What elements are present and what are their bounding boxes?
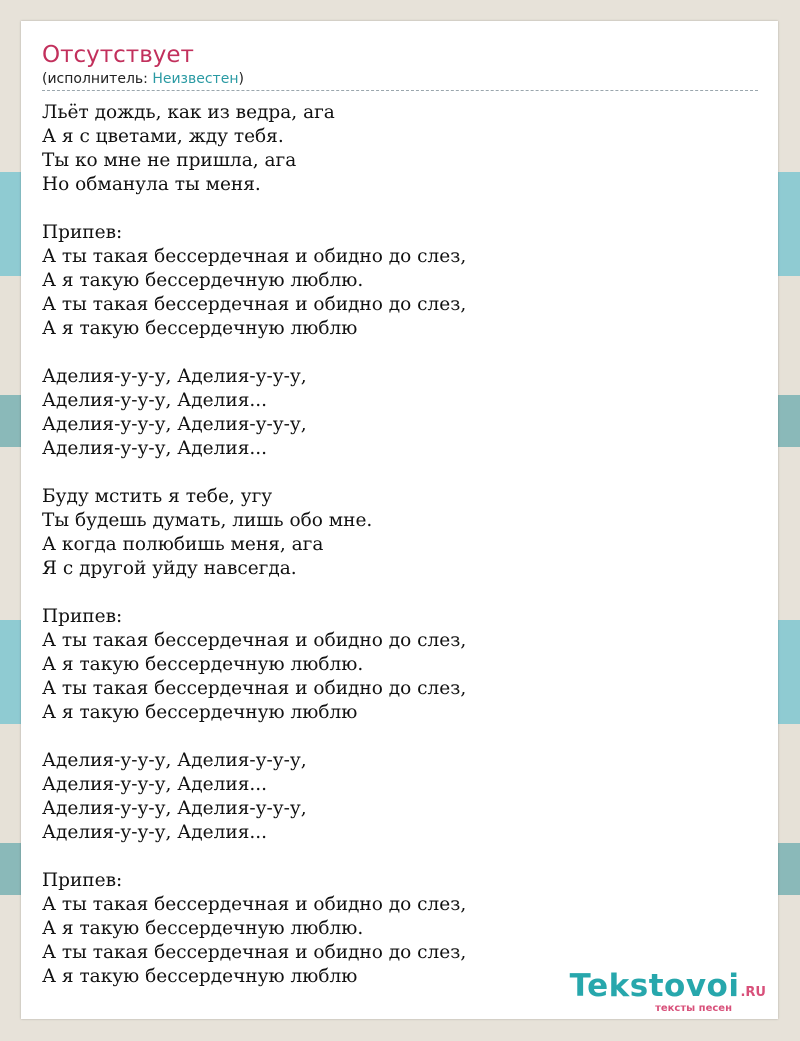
lyric-line: А ты такая бессердечная и обидно до слез, — [42, 630, 467, 651]
logo-tagline: тексты песен — [655, 1003, 732, 1014]
lyric-line: А я такую бессердечную люблю — [42, 318, 358, 339]
lyric-line: Аделия-у-у-у, Аделия-у-у-у, — [42, 366, 307, 387]
site-logo[interactable] — [570, 969, 766, 1015]
lyric-line: А ты такая бессердечная и обидно до слез, — [42, 294, 467, 315]
lyric-line: Аделия-у-у-у, Аделия-у-у-у, — [42, 750, 307, 771]
artist-suffix: ) — [238, 71, 244, 87]
lyric-line: А ты такая бессердечная и обидно до слез, — [42, 894, 467, 915]
lyric-blank-line — [42, 341, 758, 365]
lyric-line: Но обманула ты меня. — [42, 174, 261, 195]
lyrics-text — [42, 101, 758, 989]
lyric-blank-line — [42, 461, 758, 485]
lyric-line: Аделия-у-у-у, Аделия-у-у-у, — [42, 798, 307, 819]
lyric-line: А ты такая бессердечная и обидно до слез, — [42, 678, 467, 699]
lyric-blank-line — [42, 725, 758, 749]
lyrics-card — [21, 21, 778, 1019]
lyric-line: Припев: — [42, 606, 123, 627]
artist-prefix: (исполнитель: — [42, 71, 153, 87]
lyric-line: Аделия-у-у-у, Аделия... — [42, 774, 268, 795]
artist-line — [42, 70, 244, 88]
lyric-line: Аделия-у-у-у, Аделия... — [42, 438, 268, 459]
lyric-line: Я с другой уйду навсегда. — [42, 558, 297, 579]
lyric-line: А я такую бессердечную люблю. — [42, 918, 364, 939]
lyric-line: А я такую бессердечную люблю. — [42, 270, 364, 291]
lyric-line: Припев: — [42, 222, 123, 243]
lyric-line: Льёт дождь, как из ведра, ага — [42, 102, 335, 123]
lyric-blank-line — [42, 845, 758, 869]
lyric-line: А когда полюбишь меня, ага — [42, 534, 324, 555]
lyric-blank-line — [42, 581, 758, 605]
lyric-line: А я такую бессердечную люблю — [42, 702, 358, 723]
lyric-line: Ты будешь думать, лишь обо мне. — [42, 510, 373, 531]
logo-wordmark: Tekstovoi — [569, 968, 740, 1004]
lyric-line: Буду мстить я тебе, угу — [42, 486, 273, 507]
song-title: Отсутствует — [42, 42, 194, 68]
lyric-blank-line — [42, 197, 758, 221]
lyric-line: Аделия-у-у-у, Аделия... — [42, 390, 268, 411]
lyric-line: Аделия-у-у-у, Аделия... — [42, 822, 268, 843]
logo-domain: .RU — [740, 985, 766, 1000]
lyric-line: Ты ко мне не пришла, ага — [42, 150, 297, 171]
lyric-line: А ты такая бессердечная и обидно до слез, — [42, 942, 467, 963]
title-divider — [42, 90, 758, 91]
lyric-line: А ты такая бессердечная и обидно до слез, — [42, 246, 467, 267]
lyric-line: А я с цветами, жду тебя. — [42, 126, 284, 147]
artist-link[interactable]: Неизвестен — [152, 71, 239, 87]
lyric-line: Припев: — [42, 870, 123, 891]
lyric-line: А я такую бессердечную люблю — [42, 966, 358, 987]
lyric-line: Аделия-у-у-у, Аделия-у-у-у, — [42, 414, 307, 435]
lyric-line: А я такую бессердечную люблю. — [42, 654, 364, 675]
